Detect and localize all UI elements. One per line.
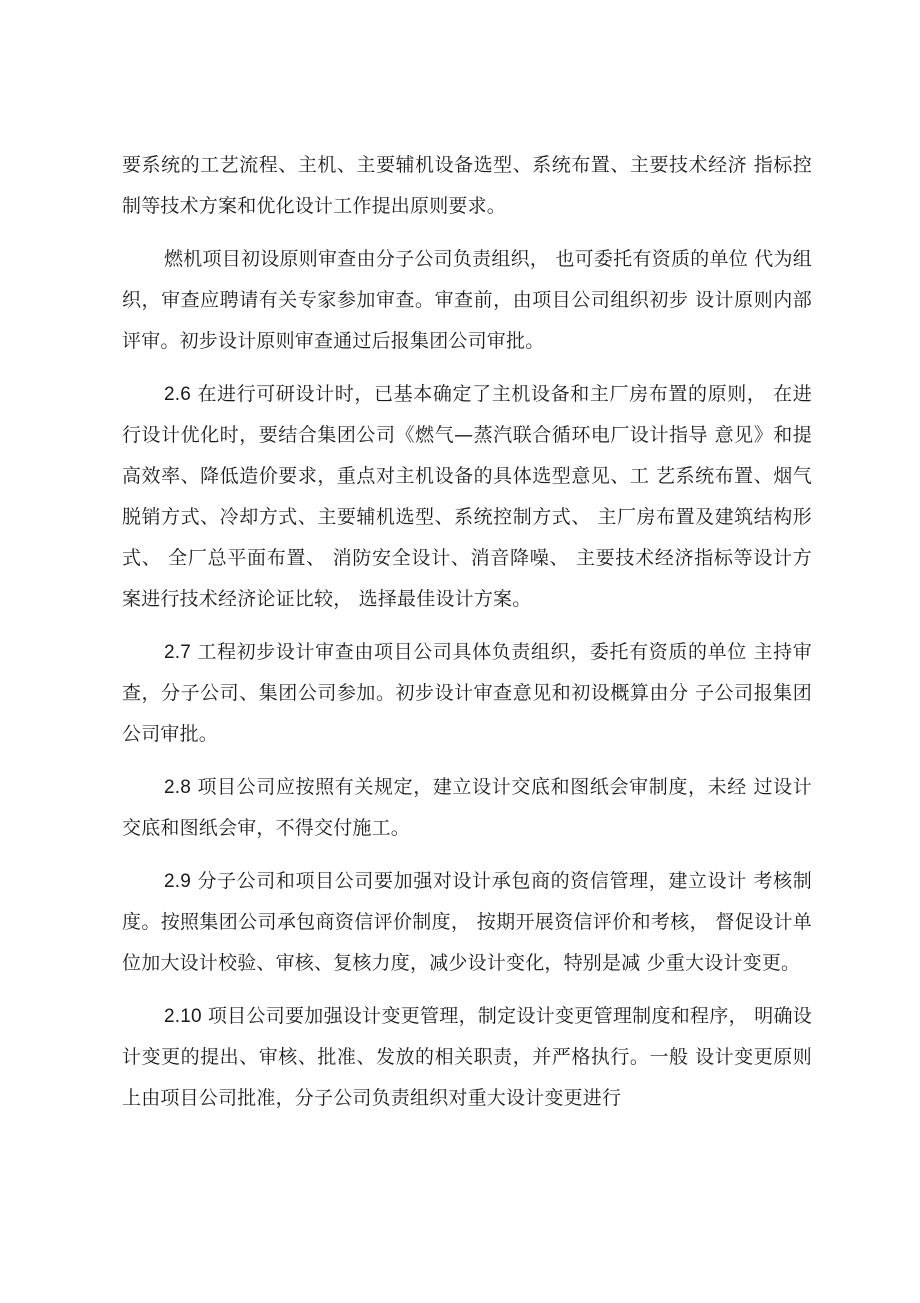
paragraph-initial-design-review <box>122 239 812 362</box>
paragraph-2-7 <box>122 632 812 755</box>
section-number: 2.10 <box>164 1006 202 1027</box>
document-body <box>122 145 812 1131</box>
section-number: 2.9 <box>164 871 192 892</box>
paragraph-2-9 <box>122 861 812 984</box>
paragraph-continuation <box>122 145 812 227</box>
section-number: 2.8 <box>164 777 192 798</box>
section-number: 2.6 <box>164 384 192 405</box>
paragraph-text: 分子公司和项目公司要加强对设计承包商的资信管理，建立设计 考核制度。按照集团公司承包商资信评价制度， 按期开展资信评价和考核， 督促设计单位加大设计校验、审核、复核力度，减少设计变化，特别是减 少重大设计变更。 <box>122 870 812 974</box>
paragraph-text: 项目公司要加强设计变更管理，制定设计变更管理制度和程序， 明确设计变更的提出、审核、批准、发放的相关职责，并严格执行。一般 设计变更原则上由项目公司批准，分子公司负责组织对重大设计变更进行 <box>122 1005 812 1109</box>
paragraph-text: 燃机项目初设原则审查由分子公司负责组织， 也可委托有资质的单位 代为组织，审查应聘请有关专家参加审查。审查前，由项目公司组织初步 设计原则内部评审。初步设计原则审查通过后报集团公司审批。 <box>122 248 812 352</box>
paragraph-2-10 <box>122 996 812 1119</box>
paragraph-text: 项目公司应按照有关规定，建立设计交底和图纸会审制度，未经 过设计交底和图纸会审，不得交付施工。 <box>122 776 812 839</box>
paragraph-text: 要系统的工艺流程、主机、主要辅机设备选型、系统布置、主要技术经济 指标控制等技术方案和优化设计工作提出原则要求。 <box>122 154 812 217</box>
paragraph-2-6 <box>122 374 812 620</box>
paragraph-text: 工程初步设计审查由项目公司具体负责组织，委托有资质的单位 主持审查，分子公司、集团公司参加。初步设计审查意见和初设概算由分 子公司报集团公司审批。 <box>122 641 812 745</box>
section-number: 2.7 <box>164 642 192 663</box>
paragraph-text: 在进行可研设计时，已基本确定了主机设备和主厂房布置的原则， 在进行设计优化时，要结合集团公司《燃气—蒸汽联合循环电厂设计指导 意见》和提高效率、降低造价要求，重点对主机设备的具体选型意见、工 艺系统布置、烟气脱销方式、冷却方式、主要辅机选型、系统控制方式、 主厂房布置及建筑结构形式、 全厂总平面布置、 消防安全设计、消音降噪、 主要技术经济指标等设计方案进行技术经济论证比较， 选择最佳设计方案。 <box>122 383 812 610</box>
paragraph-2-8 <box>122 767 812 849</box>
